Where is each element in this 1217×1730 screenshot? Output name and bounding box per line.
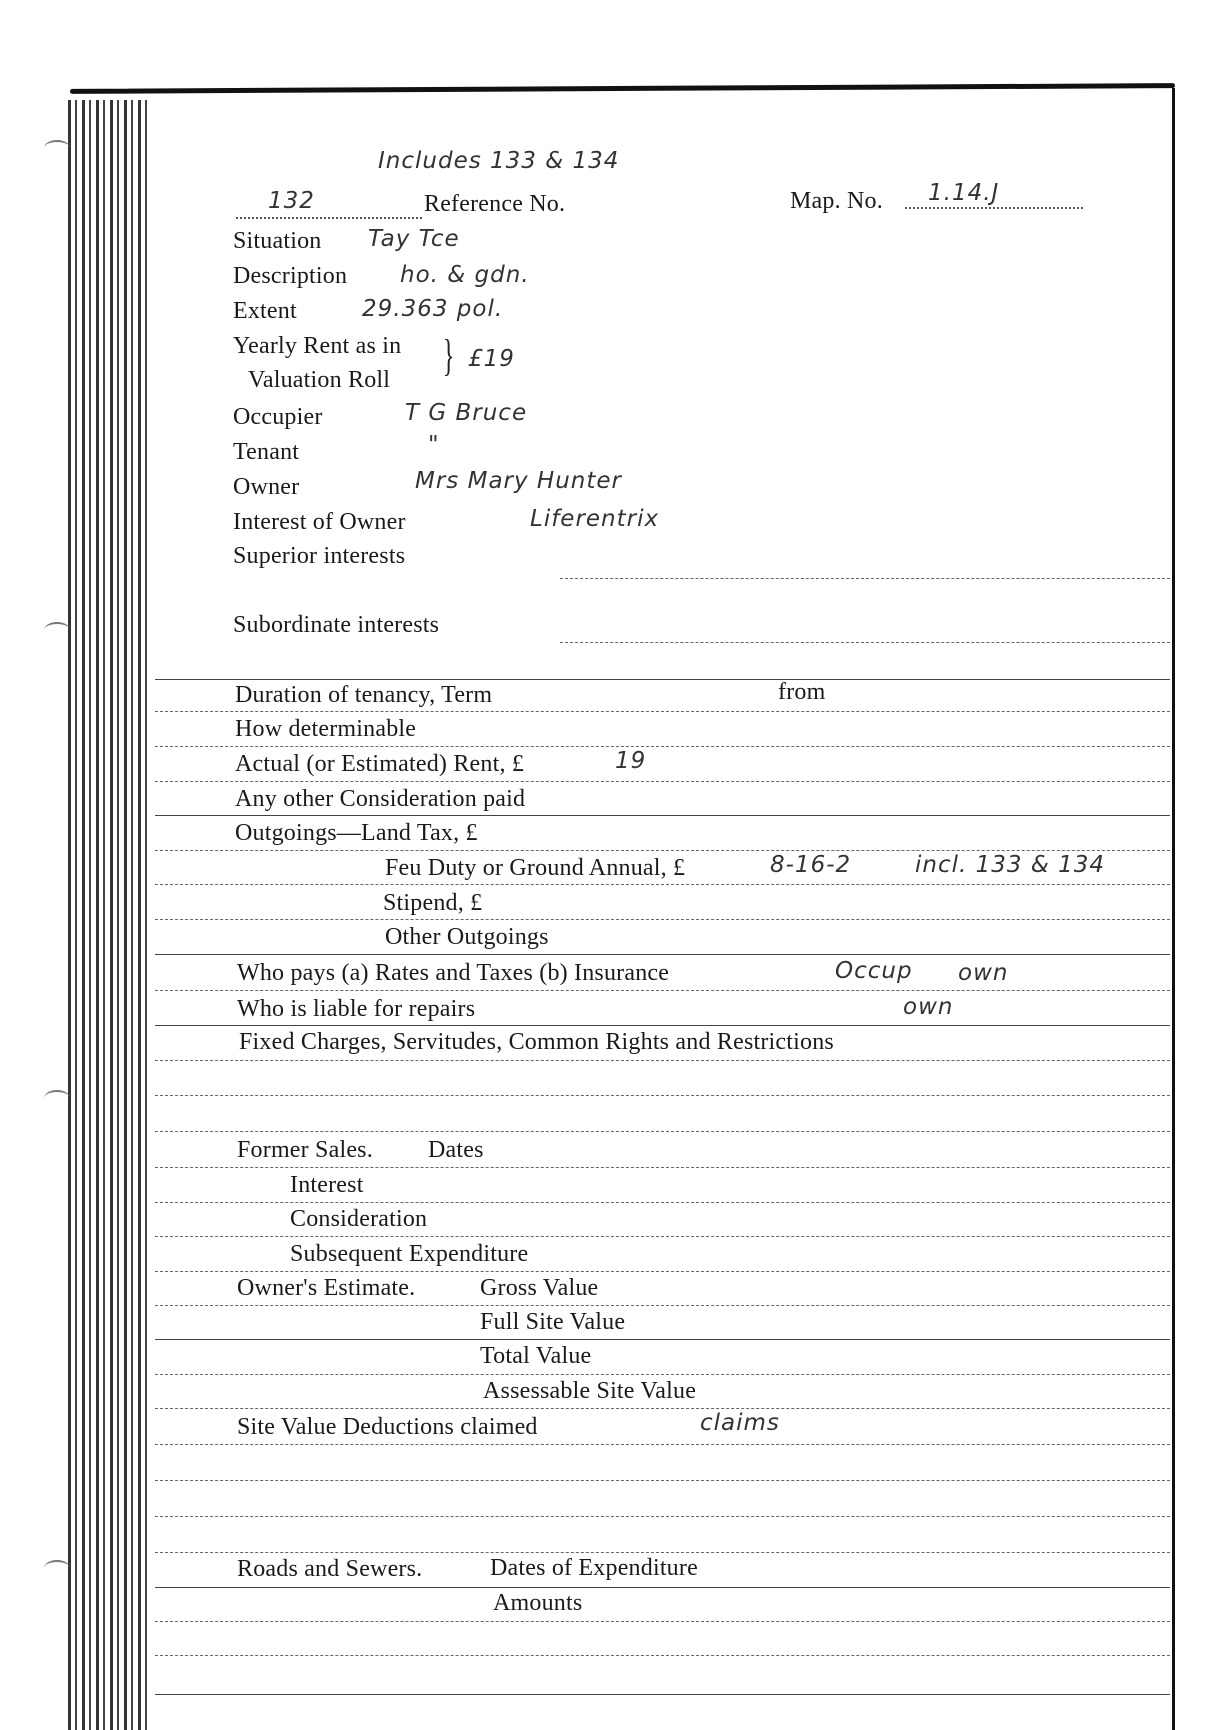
occupier-value: T G Bruce (405, 400, 528, 426)
map-no-dots (905, 207, 1083, 209)
repairs-label: Who is liable for repairs (237, 996, 476, 1022)
former-sales-interest-label: Interest (290, 1172, 364, 1198)
duration-label: Duration of tenancy, Term (235, 682, 493, 708)
owners-estimate-label: Owner's Estimate. (237, 1275, 416, 1301)
former-sales-consideration-label: Consideration (290, 1206, 428, 1232)
form-rule (155, 884, 1170, 885)
occupier-label: Occupier (233, 404, 323, 430)
superior-interests-label: Superior interests (233, 543, 406, 569)
who-pays-label: Who pays (a) Rates and Taxes (b) Insurance (237, 960, 670, 986)
duration-from-label: from (778, 679, 826, 705)
situation-label: Situation (233, 228, 322, 254)
gross-value-label: Gross Value (480, 1275, 599, 1301)
extent-label: Extent (233, 298, 297, 324)
description-label: Description (233, 263, 348, 289)
reference-no-dots (236, 217, 422, 219)
form-rule (155, 1516, 1170, 1517)
form-rule (155, 1587, 1170, 1588)
form-rule (155, 1444, 1170, 1445)
form-rule (155, 1060, 1170, 1061)
owner-value: Mrs Mary Hunter (415, 468, 622, 494)
form-rule (155, 850, 1170, 851)
roads-dates-label: Dates of Expenditure (490, 1555, 698, 1581)
form-rule (155, 1339, 1170, 1340)
form-rule (155, 1025, 1170, 1026)
tenant-value: " (428, 432, 440, 458)
how-determinable-label: How determinable (235, 716, 417, 742)
interest-of-owner-value: Liferentrix (530, 506, 660, 532)
subordinate-interests-label: Subordinate interests (233, 612, 440, 638)
reference-no-value: 132 (268, 188, 315, 214)
form-rule (155, 1271, 1170, 1272)
repairs-value: own (903, 994, 954, 1020)
top-border (70, 83, 1175, 94)
former-sales-dates-label: Dates (428, 1137, 484, 1163)
form-rule (155, 1236, 1170, 1237)
stipend-label: Stipend, £ (383, 890, 483, 916)
feu-duty-value: 8-16-2 (770, 852, 852, 878)
interest-of-owner-label: Interest of Owner (233, 509, 406, 535)
other-outgoings-label: Other Outgoings (385, 924, 549, 950)
form-rule (155, 1305, 1170, 1306)
roads-amounts-label: Amounts (493, 1590, 583, 1616)
roads-sewers-label: Roads and Sewers. (237, 1556, 423, 1582)
subsequent-expenditure-label: Subsequent Expenditure (290, 1241, 529, 1267)
form-rule (155, 1202, 1170, 1203)
right-border (1172, 88, 1175, 1730)
form-rule (155, 1095, 1170, 1096)
form-rule (155, 1552, 1170, 1553)
binder-ring-icon (44, 140, 70, 156)
brace-icon: } (442, 331, 455, 380)
actual-rent-label: Actual (or Estimated) Rent, £ (235, 751, 525, 777)
form-rule (155, 919, 1170, 920)
form-rule (155, 679, 1170, 680)
yearly-rent-value: £19 (468, 346, 515, 372)
feu-duty-note: incl. 133 & 134 (915, 852, 1105, 878)
fixed-charges-label: Fixed Charges, Servitudes, Common Rights and Restrictions (239, 1029, 834, 1055)
binder-ring-icon (44, 1560, 70, 1576)
form-rule (155, 711, 1170, 712)
tenant-label: Tenant (233, 439, 300, 465)
form-rule (155, 781, 1170, 782)
situation-value: Tay Tce (368, 226, 460, 252)
extent-value: 29.363 pol. (362, 296, 504, 322)
description-value: ho. & gdn. (400, 262, 530, 288)
form-rule (155, 1167, 1170, 1168)
form-rule (155, 1131, 1170, 1132)
includes-note: Includes 133 & 134 (378, 148, 620, 174)
form-rule (560, 642, 1170, 643)
form-rule (155, 1694, 1170, 1695)
feu-duty-label: Feu Duty or Ground Annual, £ (385, 855, 686, 881)
actual-rent-value: 19 (615, 748, 647, 774)
full-site-value-label: Full Site Value (480, 1309, 626, 1335)
form-rule (155, 954, 1170, 955)
form-rule (155, 1408, 1170, 1409)
form-rule (155, 1480, 1170, 1481)
site-value-deductions-value: claims (700, 1410, 780, 1436)
map-no-value: 1.14.J (928, 180, 1000, 206)
binding-edge (68, 100, 148, 1730)
valuation-roll-label: Valuation Roll (248, 367, 391, 393)
insurance-value: own (958, 960, 1009, 986)
form-rule (155, 1374, 1170, 1375)
total-value-label: Total Value (480, 1343, 592, 1369)
rates-value: Occup (835, 958, 913, 984)
owner-label: Owner (233, 474, 300, 500)
yearly-rent-label: Yearly Rent as in (233, 333, 402, 359)
form-rule (155, 746, 1170, 747)
form-rule (155, 1655, 1170, 1656)
site-value-deductions-label: Site Value Deductions claimed (237, 1414, 538, 1440)
former-sales-label: Former Sales. (237, 1137, 373, 1163)
land-tax-label: Outgoings—Land Tax, £ (235, 820, 478, 846)
map-no-label: Map. No. (790, 188, 883, 214)
assessable-site-value-label: Assessable Site Value (483, 1378, 697, 1404)
form-rule (155, 990, 1170, 991)
form-rule (560, 578, 1170, 579)
other-consideration-label: Any other Consideration paid (235, 786, 526, 812)
binder-ring-icon (44, 622, 70, 638)
binder-ring-icon (44, 1090, 70, 1106)
form-rule (155, 1621, 1170, 1622)
reference-no-label: Reference No. (424, 191, 566, 217)
form-rule (155, 815, 1170, 816)
